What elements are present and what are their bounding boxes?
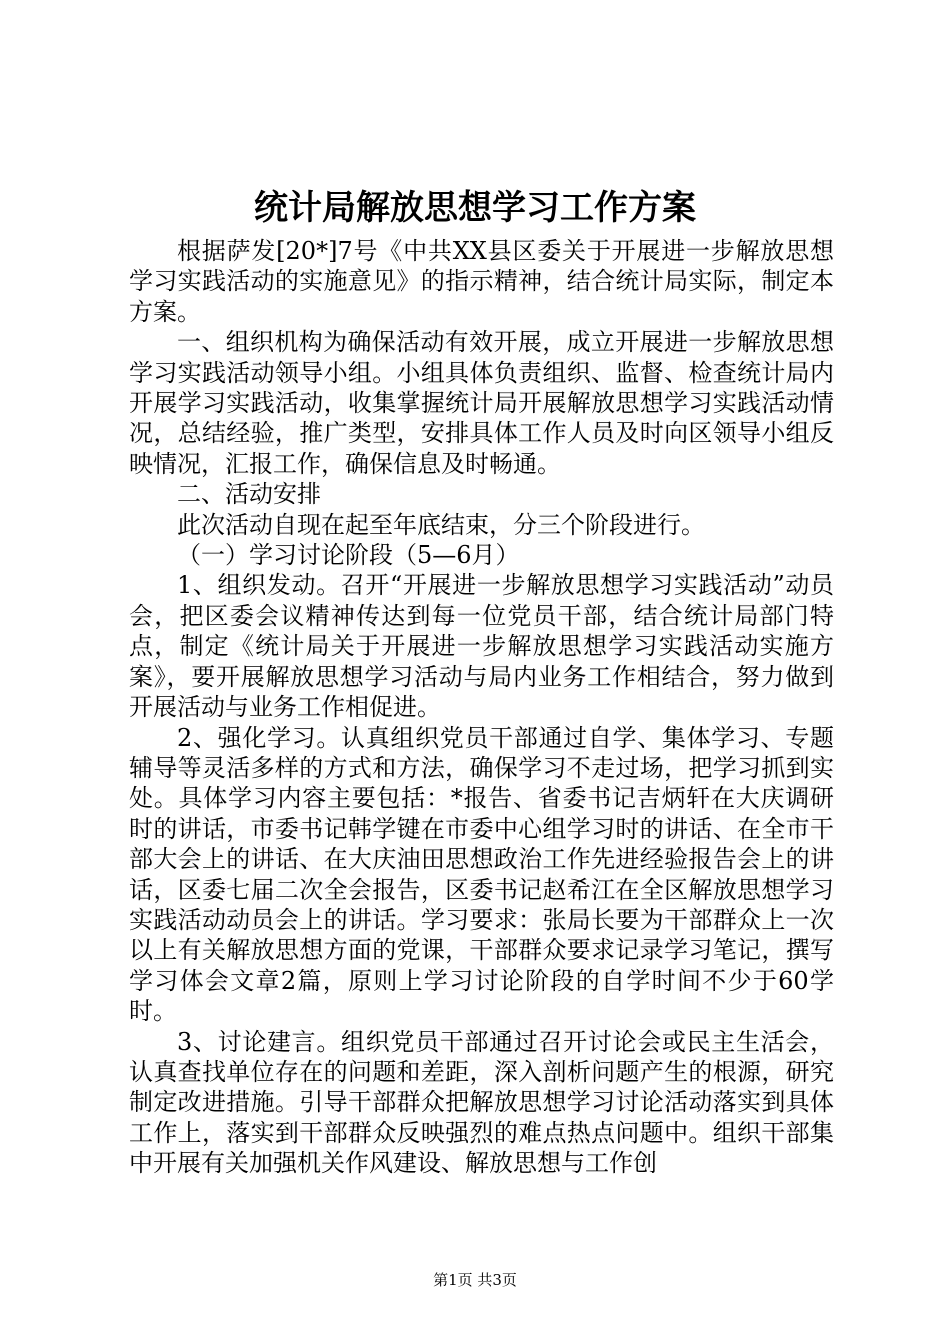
paragraph-schedule: 此次活动自现在起至年底结束，分三个阶段进行。 [177, 510, 705, 539]
paragraph-section-heading: 二、活动安排 [177, 480, 321, 509]
document-title: 统计局解放思想学习工作方案 [254, 188, 696, 228]
paragraph-intro: 根据萨发[20*]7号《中共XX县区委关于开展进一步解放思想学习实践活动的实施意见》的指示精神，结合统计局实际，制定本方案。 [129, 237, 834, 326]
paragraph-item-1: 1、组织发动。召开“开展进一步解放思想学习实践活动”动员会，把区委会议精神传达到每一位党员干部，结合统计局部门特点，制定《统计局关于开展进一步解放思想学习实践活动实施方案》，要开展解放思想学习活动与局内业务工作相结合，努力做到开展活动与业务工作相促进。 [129, 571, 834, 722]
paragraph-item-2: 2、强化学习。认真组织党员干部通过自学、集体学习、专题辅导等灵活多样的方式和方法，确保学习不走过场，把学习抓到实处。具体学习内容主要包括：*报告、省委书记吉炳轩在大庆调研时的讲话，市委书记韩学键在市委中心组学习时的讲话、在全市干部大会上的讲话、在大庆油田思想政治工作先进经验报告会上的讲话，区委七届二次全会报告，区委书记赵希江在全区解放思想学习实践活动动员会上的讲话。学习要求：张局长要为干部群众上一次以上有关解放思想方面的党课，干部群众要求记录学习笔记，撰写学习体会文章2篇，原则上学习讨论阶段的自学时间不少于60学时。 [129, 723, 834, 1026]
paragraph-stage-heading: （一）学习讨论阶段（5—6月） [177, 541, 520, 570]
document-body [129, 236, 834, 1179]
paragraph-item-3: 3、讨论建言。组织党员干部通过召开讨论会或民主生活会，认真查找单位存在的问题和差距，深入剖析问题产生的根源，研究制定改进措施。引导干部群众把解放思想学习讨论活动落实到具体工作上，落实到干部群众反映强烈的难点热点问题中。组织干部集中开展有关加强机关作风建设、解放思想与工作创 [129, 1027, 834, 1178]
page-number-footer: 第1页 共3页 [433, 1271, 517, 1289]
paragraph-organization: 一、组织机构为确保活动有效开展，成立开展进一步解放思想学习实践活动领导小组。小组具体负责组织、监督、检查统计局内开展学习实践活动，收集掌握统计局开展解放思想学习实践活动情况，总结经验，推广类型，安排具体工作人员及时向区领导小组反映情况，汇报工作，确保信息及时畅通。 [129, 328, 834, 478]
